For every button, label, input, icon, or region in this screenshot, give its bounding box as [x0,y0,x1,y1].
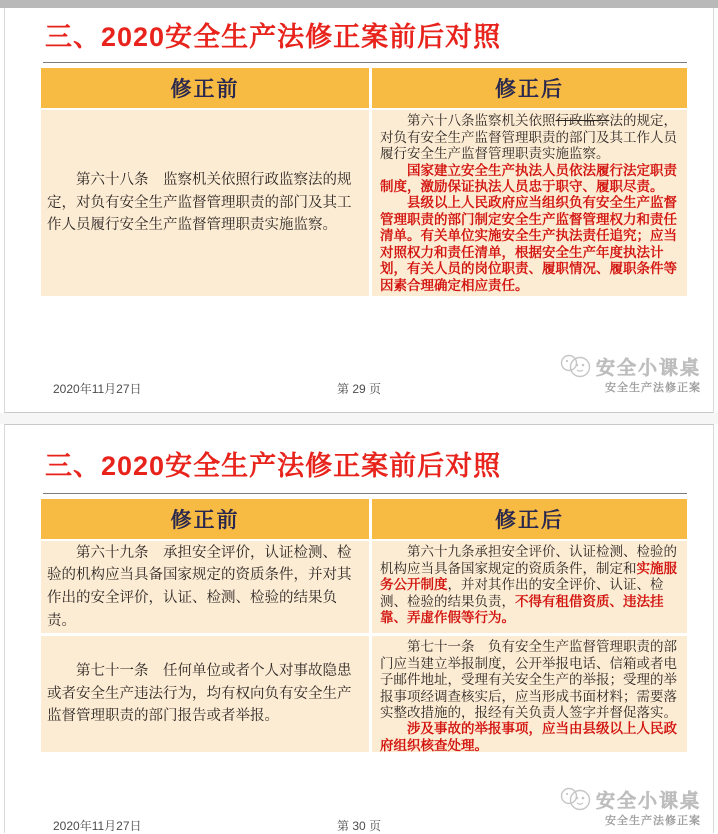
watermark-logo-icon [559,352,593,380]
watermark-brand-text: 安全小课桌 [595,790,701,812]
title-underline [43,493,687,494]
cell-before-article-68: 第六十八条 监察机关依照行政监察法的规定，对负有安全生产监督管理职责的部门及其工作人员履行安全生产监督管理职责实施监察。 [41,110,369,296]
slide-page-29 [4,8,714,413]
cell-before-article-71: 第七十一条 任何单位或者个人对事故隐患或者安全生产违法行为，均有权向负有安全生产监督管理职责的部门报告或者举报。 [41,636,369,752]
footer-page-number: 第 29 页 [336,382,382,396]
title-underline [43,62,687,63]
header-cell-after: 修正后 [372,499,687,539]
top-separator-bar [0,0,718,8]
slide-page-30 [4,424,714,833]
cell-after-article-71: 第七十一条 负有安全生产监督管理职责的部门应当建立举报制度，公开举报电话、信箱或者电子邮件地址，受理有关安全生产的举报；受理的举报事项经调查核实后，应当形成书面材料；需要落实整改措施的，报经有关负责人签字并督促落实。 涉及事故的举报事项，应当由县级以上人民政府组织核查处理。 [372,636,687,752]
table-header-row [41,68,687,108]
cell-after-article-69: 第六十九条承担安全评价、认证检测、检验的机构应当具备国家规定的资质条件，制定和实施服务公开制度，并对其作出的安全评价、认证、检测、检验的结果负责，不得有租借资质、违法挂靠、弄虚作假等行为。 [372,541,687,633]
watermark [559,785,701,828]
watermark-subtitle: 安全生产法修正案 [605,382,701,394]
slide-title: 三、2020安全生产法修正案前后对照 [45,22,502,52]
slide-separator [0,413,718,424]
watermark-logo-icon [559,785,593,813]
footer-date: 2020年11月27日 [53,819,142,833]
comparison-table [41,68,687,296]
table-header-row [41,499,687,539]
comparison-table [41,499,687,752]
cell-after-article-68: 第六十八条监察机关依照行政监察法的规定，对负有安全生产监督管理职责的部门及其工作人员履行安全生产监督管理职责实施监察。 国家建立安全生产执法人员依法履行法定职责制度，激励保证执法人员忠于职守、履职尽责。 县级以上人民政府应当组织负有安全生产监督管理职责的部门制定安全生产监督管理权力和责任清单。有关单位实施安全生产执法责任追究；应当对照权力和责任清单，根据安全生产年度执法计划，有关人员的岗位职责、履职情况、履职条件等因素合理确定相应责任。 [372,110,687,296]
footer-date: 2020年11月27日 [53,382,142,396]
footer-page-number: 第 30 页 [336,819,382,833]
header-cell-before: 修正前 [41,499,369,539]
watermark-subtitle: 安全生产法修正案 [605,815,701,827]
slide-title: 三、2020安全生产法修正案前后对照 [45,451,502,481]
table-row-article-68 [41,110,687,296]
table-row-article-71 [41,636,687,752]
cell-before-article-69: 第六十九条 承担安全评价，认证检测、检验的机构应当具备国家规定的资质条件，并对其作出的安全评价，认证、检测、检验的结果负责。 [41,541,369,633]
header-cell-after: 修正后 [372,68,687,108]
watermark-brand-text: 安全小课桌 [595,357,701,379]
header-cell-before: 修正前 [41,68,369,108]
table-row-article-69 [41,541,687,633]
watermark [559,352,701,395]
